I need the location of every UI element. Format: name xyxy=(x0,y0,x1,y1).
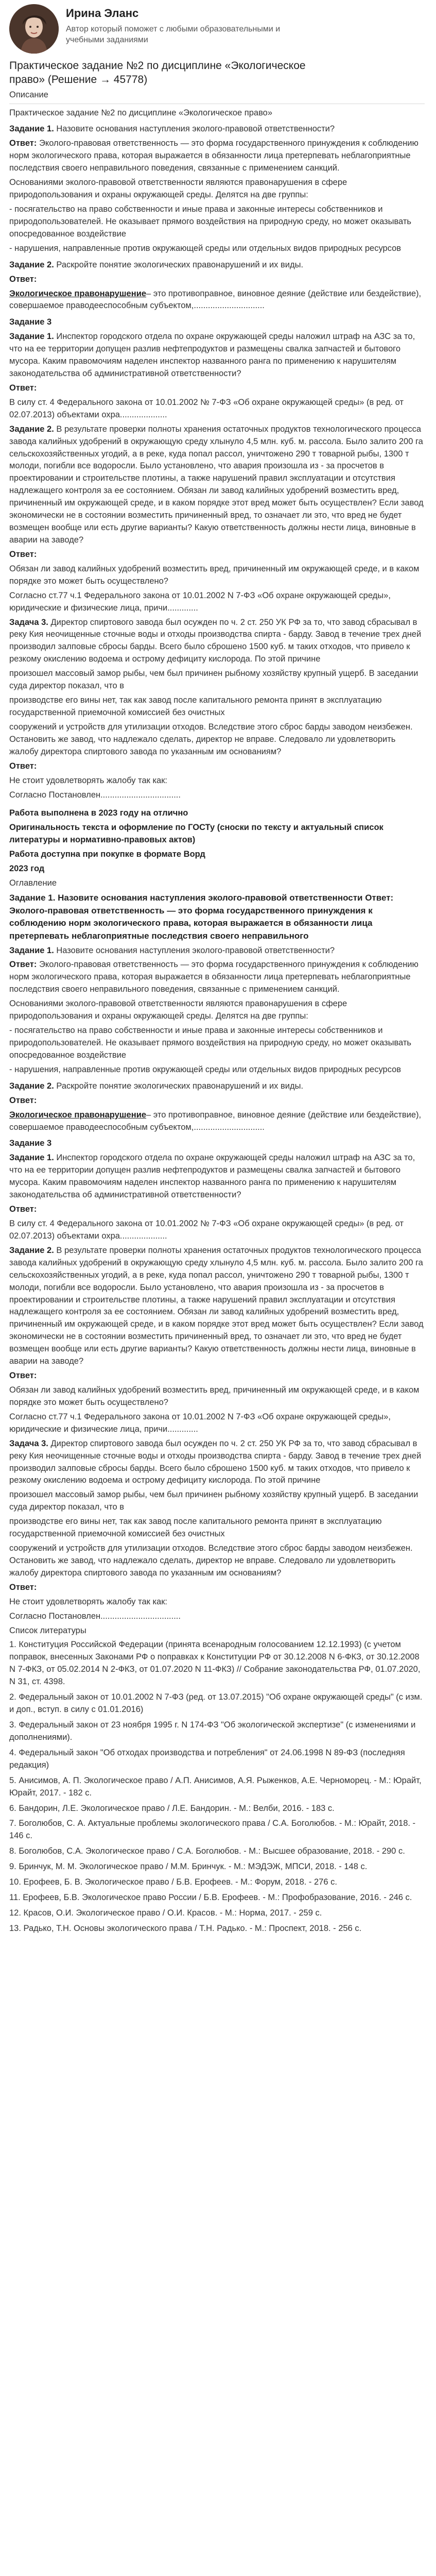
ref-item: 6. Бандорин, Л.Е. Экологическое право / Л.Е. Бандорин. - М.: Велби, 2016. - 183 c. xyxy=(9,1803,335,1813)
task3-answer3-label-repeat: Ответ: xyxy=(9,1582,37,1592)
notice-line3: Работа доступна при покупке в формате Ворд xyxy=(9,850,205,859)
notice-line4: 2023 год xyxy=(9,864,45,874)
ref-item: 5. Анисимов, А. П. Экологическое право / А.П. Анисимов, А.Я. Рыженков, А.Е. Черноморец. - М.: Юрайт, Юрайт, 2017. - 182 c. xyxy=(9,1775,422,1798)
task3-answer-label-repeat: Ответ: xyxy=(9,1205,37,1214)
task2-answer-label-repeat: Ответ: xyxy=(9,1095,37,1105)
ref-item: 11. Ерофеев, Б.В. Экологическое право России / Б.В. Ерофеев. - М.: Профобразование, 2016. - 246 c. xyxy=(9,1893,412,1903)
task3-q3d-repeat: сооружений и устройств для утилизации отходов. Вследствие этого сброс барды заводом неизбежен. Остановить же завод, что надлежало сделать, директор не вправе. Следовало ли удовлетворить жалобу директора спиртового завода по указанным им основаниям? xyxy=(9,1544,413,1578)
task3-q1-text: Инспектор городского отдела по охране окружающей среды наложил штраф на АЗС за то, что на ее территории допущен разлив нефтепродуктов и размещены свалка запчастей и бытового мусора. Каким правомочиям наделен инспектор названного ранга по применению к нарушителям законодательства об административной ответственности? xyxy=(9,332,415,379)
task3-a2a-repeat: Обязан ли завод калийных удобрений возместить вред, причиненный им окружающей среде, и в каком порядке это может быть осуществлено? xyxy=(9,1385,420,1407)
task3-q3-label-repeat: Задача 3. xyxy=(9,1438,48,1448)
task2-label-repeat: Задание 2. xyxy=(9,1081,54,1091)
task2-question xyxy=(9,259,425,272)
task3-a3b: Согласно Постановлен.................................. xyxy=(9,790,181,800)
toc-heading: Задание 1. Назовите основания наступления эколого-правовой ответственности Ответ: Эколого-правовая ответственность — это форма государственного принуждения к соблюдению норм экологического права, которая выражается в обязанности лица претерпевать неблагоприятные последствия своего неправильного xyxy=(9,892,394,941)
task1-question xyxy=(9,123,425,135)
ref-item: 8. Боголюбов, С.А. Экологическое право / С.А. Боголюбов. - М.: Высшее образование, 2018. - 290 c. xyxy=(9,1846,405,1856)
task3-header: Задание 3 xyxy=(9,317,52,327)
author-description-line1: Автор который поможет с любыми образовательными и xyxy=(66,24,281,33)
task3-a3a-repeat: Не стоит удовлетворять жалобу так как: xyxy=(9,1597,167,1606)
ref-item: 12. Красов, О.И. Экологическое право / О.И. Красов. - М.: Норма, 2017. - 259 c. xyxy=(9,1908,322,1918)
task3-q3c: производстве его вины нет, так как завод после капитального ремонта принят в эксплуатацию государственной приемочной комиссией без очистных xyxy=(9,696,382,717)
task2-answer-repeat xyxy=(9,1109,425,1134)
task2-label: Задание 2. xyxy=(9,260,54,269)
ref-item: 2. Федеральный закон от 10.01.2002 N 7-ФЗ (ред. от 13.07.2015) "Об охране окружающей среды" (с изм. и доп., вступ. в силу с 01.01.2016) xyxy=(9,1692,423,1715)
task3-a2b: Согласно ст.77 ч.1 Федерального закона от 10.01.2002 N 7-ФЗ «Об охране окружающей среды», юридические и физические лица, причи............. xyxy=(9,590,391,613)
ref-item: 7. Боголюбов, С. А. Актуальные проблемы экологического права / С.А. Боголюбов. - М.: Юрайт, 2018. - 146 c. xyxy=(9,1819,416,1841)
task2-text: Раскройте понятие экологических правонарушений и их виды. xyxy=(56,260,304,269)
task3-a2b-repeat: Согласно ст.77 ч.1 Федерального закона от 10.01.2002 N 7-ФЗ «Об охране окружающей среды», юридические и физические лица, причи............. xyxy=(9,1412,391,1434)
notice-line1: Работа выполнена в 2023 году на отлично xyxy=(9,808,188,818)
author-description xyxy=(66,24,280,46)
task3-q2-label-repeat: Задание 2. xyxy=(9,1245,54,1255)
task3-q3 xyxy=(9,617,425,666)
task3-q2 xyxy=(9,423,425,547)
refs-list xyxy=(9,1639,425,1935)
task3-q3c-repeat: производстве его вины нет, так как завод после капитального ремонта принят в эксплуатацию государственной приемочной комиссией без очистных xyxy=(9,1517,382,1539)
task2-answer-label: Ответ: xyxy=(9,274,37,284)
task3-a3a: Не стоит удовлетворять жалобу так как: xyxy=(9,775,167,785)
task3-a2a: Обязан ли завод калийных удобрений возместить вред, причиненный им окружающей среде, и в каком порядке это может быть осуществлено? xyxy=(9,564,420,586)
task1-answer-label-repeat: Ответ: xyxy=(9,960,37,970)
task3-q1-label: Задание 1. xyxy=(9,332,54,342)
author-description-line2: учебными заданиями xyxy=(66,36,148,45)
ref-item: 9. Бринчук, М. М. Экологическое право / М.М. Бринчук. - М.: МЭДЭЖ, МПСИ, 2018. - 148 c. xyxy=(9,1862,368,1872)
task1-answer-p2-repeat: Основаниями эколого-правовой ответственности являются правонарушения в сфере природопользования и охраны окружающей среды. Делятся на две группы: xyxy=(9,999,347,1021)
task1-text: Назовите основания наступления эколого-правовой ответственности? xyxy=(56,124,335,134)
task3-q1-text-repeat: Инспектор городского отдела по охране окружающей среды наложил штраф на АЗС за то, что на ее территории допущен разлив нефтепродуктов и размещены свалка запчастей и бытового мусора. Каким правомочиям наделен инспектор названного ранга по применению к нарушителям законодательства об административной ответственности? xyxy=(9,1153,415,1200)
notice-line2: Оригинальность текста и оформление по ГОСТу (сноски по тексту и актуальный список литературы и нормативно-правовых актов) xyxy=(9,823,383,845)
task3-q2-text-repeat: В результате проверки полноты хранения остаточных продуктов технологического процесса завода калийных удобрений в окружающую среду хлынуло 4,5 млн. куб. м. рассола. Было залито 200 га сельскохозяйственных угодий, а в реке, куда попал рассол, уничтожено 290 т товарной рыбы, 1300 т молоди, погибли все водоросли. Было установлено, что авария произошла из - за просчетов в проектировании и строительстве плотины, а также нарушений правил эксплуатации и отсутствия надлежащего контроля за ее состоянием. Обязан ли завод калийных удобрений возместить вред, причиненный им окружающей среде, и в каком порядке этот вред может быть осуществлен? Если завод экономически не в состоянии возместить причиненный вред, то означает ли это, что вред не будет возмещен вообще или есть другие варианты? Какую ответственность должны нести лица, виновные в аварии на заводе? xyxy=(9,1245,424,1366)
task3-answer3-label: Ответ: xyxy=(9,761,37,771)
ref-item: 10. Ерофеев, Б. В. Экологическое право / Б.В. Ерофеев. - М.: Форум, 2018. - 276 c. xyxy=(9,1877,337,1887)
task2-rest: – это противоправное, виновное деяние (действие или бездействие), совершаемое праводееспособным субъектом,.............................. xyxy=(9,289,422,311)
task3-q2-repeat xyxy=(9,1245,425,1368)
task1-answer-p1: Эколого-правовая ответственность — это форма государственного принуждения к соблюдению норм экологического права, которая выражается в обязанности лица претерпевать неблагоприятные последствия своего неправильного поведения, связанные с применением санкций. xyxy=(9,139,418,173)
task1-answer-label: Ответ: xyxy=(9,139,37,148)
task1-answer-p4-repeat: - нарушения, направленные против окружающей среды или отдельных видов природных ресурсов xyxy=(9,1064,402,1074)
task1-answer xyxy=(9,138,425,175)
task3-q1 xyxy=(9,331,425,380)
task3-q3d: сооружений и устройств для утилизации отходов. Вследствие этого сброс барды заводом неизбежен. Остановить же завод, что надлежало сделать, директор не вправе. Следовало ли удовлетворить жалобу директора спиртового завода по указанным им основаниям? xyxy=(9,722,413,756)
task2-rest-repeat: – это противоправное, виновное деяние (действие или бездействие), совершаемое праводееспособным субъектом,.............................. xyxy=(9,1110,422,1132)
author-name[interactable]: Ирина Эланс xyxy=(66,7,139,20)
task3-q3b-repeat: произошел массовый замор рыбы, чем был причинен рыбному хозяйству крупный ущерб. В заседании суда директор показал, что в xyxy=(9,1490,418,1512)
task3-q3-text-repeat: Директор спиртового завода был осужден по ч. 2 ст. 250 УК РФ за то, что завод сбрасывал в реку Кия неочищенные сточные воды и отходы производства спирта - барду. Завод в течение трех дней производил залповые сбросы барды. Всего было сброшено 1500 куб. м таких отходов, что привело к резкому окислению водоема и острому дефициту кислорода. По этой причине xyxy=(9,1438,422,1485)
toc-label: Оглавление xyxy=(9,878,57,888)
ref-item: 1. Конституция Российской Федерации (принята всенародным голосованием 12.12.1993) (с учетом поправок, внесенных Законами РФ о поправках к Конституции РФ от 30.12.2008 N 6-ФКЗ, от 30.12.2008 N 7-ФКЗ, от 05.02.2014 N 2-ФКЗ, от 01.07.2020 N 11-ФКЗ) // Собрание законодательства РФ, 01.07.2020, N 31, ст. 4398. xyxy=(9,1640,421,1687)
task2-term-repeat: Экологическое правонарушение xyxy=(9,1110,147,1120)
task3-header-repeat: Задание 3 xyxy=(9,1139,52,1148)
task1-answer-p3: - посягательство на право собственности и иные права и законные интересы собственников и природопользователей. Не оказывает прямого воздействия на природную среду, но может оказывать опосредованное воздействие xyxy=(9,204,412,239)
ref-item: 3. Федеральный закон от 23 ноября 1995 г. N 174-ФЗ "Об экологической экспертизе" (с изменениями и дополнениями). xyxy=(9,1720,416,1742)
task3-q2-text: В результате проверки полноты хранения остаточных продуктов технологического процесса завода калийных удобрений в окружающую среду хлынуло 4,5 млн. куб. м. рассола. Было залито 200 га сельскохозяйственных угодий, а в реке, куда попал рассол, уничтожено 290 т товарной рыбы, 1300 т молоди, погибли все водоросли. Было установлено, что авария произошла из - за просчетов в проектировании и строительстве плотины, а также нарушений правил эксплуатации и отсутствия надлежащего контроля за ее состоянием. Обязан ли завод калийных удобрений возместить вред, причиненный им окружающей среде, и в каком порядке этот вред может быть осуществлен? Если завод экономически не в состоянии возместить причиненный вред, то означает ли это, что вред не будет возмещен вообще или есть другие варианты? Какую ответственность должны нести лица, виновные в аварии на заводе? xyxy=(9,424,424,545)
task3-answer2-label-repeat: Ответ: xyxy=(9,1371,37,1381)
author-header xyxy=(9,0,425,54)
task2-question-repeat xyxy=(9,1080,425,1093)
task1-answer-p2: Основаниями эколого-правовой ответственности являются правонарушения в сфере природопользования и охраны окружающей среды. Делятся на две группы: xyxy=(9,178,347,200)
task1-text-repeat: Назовите основания наступления эколого-правовой ответственности? xyxy=(56,945,335,955)
author-avatar[interactable] xyxy=(9,4,59,54)
avatar-portrait-icon xyxy=(9,4,59,54)
description-text: Практическое задание №2 по дисциплине «Экологическое право» xyxy=(9,108,273,117)
description-label: Описание xyxy=(9,90,48,99)
task2-answer xyxy=(9,288,425,313)
task3-q3-text: Директор спиртового завода был осужден по ч. 2 ст. 250 УК РФ за то, что завод сбрасывал в реку Кия неочищенные сточные воды и отходы производства спирта - барду. Завод в течение трех дней производил залповые сбросы барды. Всего было сброшено 1500 куб. м таких отходов, что привело к резкому окислению водоема и острому дефициту кислорода. По этой причине xyxy=(9,617,422,664)
task3-a1-repeat: В силу ст. 4 Федерального закона от 10.01.2002 № 7-ФЗ «Об охране окружающей среды» (в ред. от 02.07.2013) объектами охра.................... xyxy=(9,1218,404,1241)
task1-question-repeat xyxy=(9,945,425,957)
ref-item: 4. Федеральный закон "Об отходах производства и потребления" от 24.06.1998 N 89-ФЗ (последняя редакция) xyxy=(9,1748,405,1770)
task3-q3b: произошел массовый замор рыбы, чем был причинен рыбному хозяйству крупный ущерб. В заседании суда директор показал, что в xyxy=(9,669,418,691)
task3-a1: В силу ст. 4 Федерального закона от 10.01.2002 № 7-ФЗ «Об охране окружающей среды» (в ред. от 02.07.2013) объектами охра.................... xyxy=(9,397,404,419)
task3-a3b-repeat: Согласно Постановлен.................................. xyxy=(9,1611,181,1621)
task3-q3-repeat xyxy=(9,1438,425,1487)
task3-answer2-label: Ответ: xyxy=(9,549,37,559)
refs-header: Список литературы xyxy=(9,1625,86,1635)
task1-label-repeat: Задание 1. xyxy=(9,945,54,955)
page-title xyxy=(9,59,425,87)
task1-answer-p1-repeat: Эколого-правовая ответственность — это форма государственного принуждения к соблюдению норм экологического права, которая выражается в обязанности лица претерпевать неблагоприятные последствия своего неправильного поведения, связанные с применением санкций. xyxy=(9,960,418,994)
page-title-line1: Практическое задание №2 по дисциплине «Экологическое xyxy=(9,60,306,72)
task3-q1-label-repeat: Задание 1. xyxy=(9,1153,54,1163)
page-title-line2: право» (Решение → 45778) xyxy=(9,74,148,86)
task2-text-repeat: Раскройте понятие экологических правонарушений и их виды. xyxy=(56,1081,304,1091)
task1-label: Задание 1. xyxy=(9,124,54,134)
task1-answer-p4: - нарушения, направленные против окружающей среды или отдельных видов природных ресурсов xyxy=(9,243,402,253)
task3-answer-label: Ответ: xyxy=(9,383,37,393)
task2-term: Экологическое правонарушение xyxy=(9,289,147,298)
task3-q2-label: Задание 2. xyxy=(9,424,54,434)
task1-answer-p3-repeat: - посягательство на право собственности и иные права и законные интересы собственников и природопользователей. Не оказывает прямого воздействия на природную среду, но может оказывать опосредованное воздействие xyxy=(9,1026,412,1060)
task1-answer-repeat xyxy=(9,959,425,996)
ref-item: 13. Радько, Т.Н. Основы экологического права / Т.Н. Радько. - М.: Проспект, 2018. - 256 c. xyxy=(9,1923,362,1933)
task3-q3-label: Задача 3. xyxy=(9,617,48,627)
task3-q1-repeat xyxy=(9,1152,425,1201)
